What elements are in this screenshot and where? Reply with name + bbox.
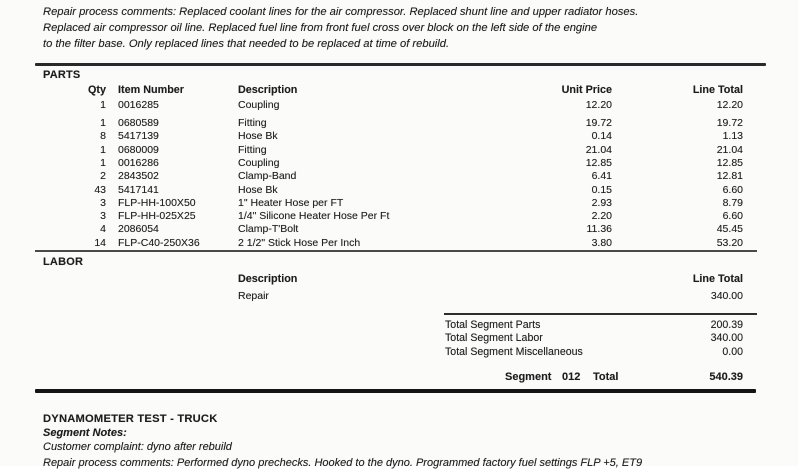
total-row (445, 346, 743, 359)
table-row (35, 184, 743, 197)
cell-qty: 4 (100, 223, 106, 236)
total-value: 340.00 (710, 332, 743, 345)
cell-desc: Coupling (238, 156, 280, 169)
table-row (35, 117, 743, 130)
cell-item: 2086054 (118, 223, 159, 236)
segment-total-value: 540.39 (709, 371, 743, 383)
column-header-description: Description (238, 84, 298, 96)
cell-desc: Hose Bk (238, 183, 278, 196)
cell-qty: 1 (100, 143, 106, 156)
cell-qty: 14 (94, 236, 106, 249)
total-label: Total Segment Parts (445, 319, 541, 331)
comment-line: Replaced air compressor oil line. Replaced fuel line from front fuel cross over block on the left side of the engine (43, 22, 598, 34)
cell-total: 12.81 (716, 170, 743, 183)
cell-unit: 2.93 (591, 196, 612, 209)
cell-total: 1.13 (722, 130, 743, 143)
totals-divider (444, 313, 757, 315)
repair-process-comments (43, 4, 743, 52)
column-header-description: Description (238, 273, 298, 285)
cell-item: 0016286 (118, 156, 159, 169)
cell-unit: 21.04 (585, 143, 612, 156)
comment-line: Repair process comments: Replaced coolant lines for the air compressor. Replaced shunt line and upper radiator hoses. (43, 6, 639, 18)
parts-section-label: PARTS (43, 69, 81, 81)
cell-total: 45.45 (716, 223, 743, 236)
cell-total: 12.20 (716, 99, 743, 111)
parts-table (35, 84, 743, 250)
table-row (35, 99, 743, 112)
column-header-line-total: Line Total (692, 273, 743, 285)
cell-qty: 43 (94, 183, 106, 196)
cell-qty: 1 (100, 156, 106, 169)
cell-unit: 6.41 (591, 170, 612, 183)
labor-table-header (35, 273, 743, 287)
segment-total-word: Total (593, 371, 619, 383)
cell-unit: 3.80 (591, 236, 612, 249)
segment-bottom-divider (35, 389, 756, 393)
cell-total: 8.79 (722, 196, 743, 209)
segment-totals (445, 319, 743, 359)
cell-item: 2843502 (118, 170, 159, 183)
cell-item: 0680589 (118, 117, 159, 130)
table-row (35, 197, 743, 210)
cell-total: 19.72 (716, 117, 743, 130)
cell-qty: 8 (100, 130, 106, 143)
cell-desc: Clamp-Band (238, 170, 297, 183)
comment-line: to the filter base. Only replaced lines that needed to be replaced at time of rebuild. (43, 38, 450, 50)
cell-item: 0680009 (118, 143, 159, 156)
cell-unit: 19.72 (585, 117, 612, 130)
cell-desc: 2 1/2" Stick Hose Per Inch (238, 236, 361, 249)
cell-qty: 2 (100, 170, 106, 183)
cell-unit: 0.14 (591, 130, 612, 143)
cell-desc: 1/4" Silicone Heater Hose Per Ft (238, 210, 390, 223)
segment-total-row (35, 371, 743, 385)
column-header-qty: Qty (88, 84, 106, 96)
cell-unit: 0.15 (591, 183, 612, 196)
cell-unit: 2.20 (591, 210, 612, 223)
table-row (35, 157, 743, 170)
parts-table-header (35, 84, 743, 98)
cell-unit: 11.36 (586, 223, 612, 236)
cell-total: 6.60 (722, 183, 743, 196)
cell-item: FLP-HH-100X50 (118, 196, 196, 209)
cell-qty: 3 (100, 210, 106, 223)
cell-item: 5417141 (118, 183, 159, 196)
cell-total: 6.60 (722, 210, 743, 223)
cell-unit: 12.20 (585, 99, 612, 111)
table-row (35, 223, 743, 236)
cell-item: FLP-HH-025X25 (118, 210, 196, 223)
segment-number: 012 (562, 371, 581, 383)
labor-section-label: LABOR (43, 256, 84, 268)
cell-desc: Hose Bk (238, 130, 278, 143)
total-value: 200.39 (710, 319, 743, 331)
cell-total: 12.85 (716, 156, 743, 169)
cell-qty: 3 (100, 196, 106, 209)
table-row (35, 210, 743, 223)
cell-desc: Fitting (238, 117, 267, 130)
segment-word: Segment (505, 371, 552, 383)
cell-item: 0016285 (118, 99, 159, 111)
total-value: 0.00 (722, 345, 743, 358)
cell-desc: Repair (238, 290, 269, 302)
total-row (445, 332, 743, 345)
table-row (35, 144, 743, 157)
total-label: Total Segment Miscellaneous (445, 345, 583, 358)
cell-total: 53.20 (716, 236, 743, 249)
segment-title: DYNAMOMETER TEST - TRUCK (43, 413, 218, 425)
table-row (35, 290, 743, 303)
cell-unit: 12.85 (585, 156, 612, 169)
total-label: Total Segment Labor (445, 332, 543, 345)
column-header-item: Item Number (118, 84, 184, 96)
segment-notes-label: Segment Notes: (43, 427, 127, 439)
cell-desc: Coupling (238, 99, 280, 111)
repair-comments-clipped: Repair process comments: Performed dyno prechecks. Hooked to the dyno. Programmed factory fuel settings FLP +5, ET9 (43, 457, 643, 469)
table-row (35, 237, 743, 250)
cell-item: FLP-C40-250X36 (118, 236, 200, 249)
customer-complaint: Customer complaint: dyno after rebuild (43, 441, 232, 453)
table-row (35, 130, 743, 143)
cell-desc: Fitting (238, 143, 267, 156)
cell-total: 340.00 (710, 290, 743, 302)
parts-section-top-divider (35, 63, 766, 66)
total-row (445, 319, 743, 332)
cell-item: 5417139 (118, 130, 159, 143)
table-row (35, 170, 743, 183)
parts-section-bottom-divider (35, 250, 757, 252)
cell-desc: Clamp-T'Bolt (238, 223, 299, 236)
column-header-unit-price: Unit Price (561, 84, 612, 96)
cell-total: 21.04 (716, 143, 743, 156)
cell-qty: 1 (100, 117, 106, 130)
cell-qty: 1 (100, 99, 106, 111)
column-header-line-total: Line Total (692, 84, 743, 96)
cell-desc: 1" Heater Hose per FT (238, 196, 344, 209)
